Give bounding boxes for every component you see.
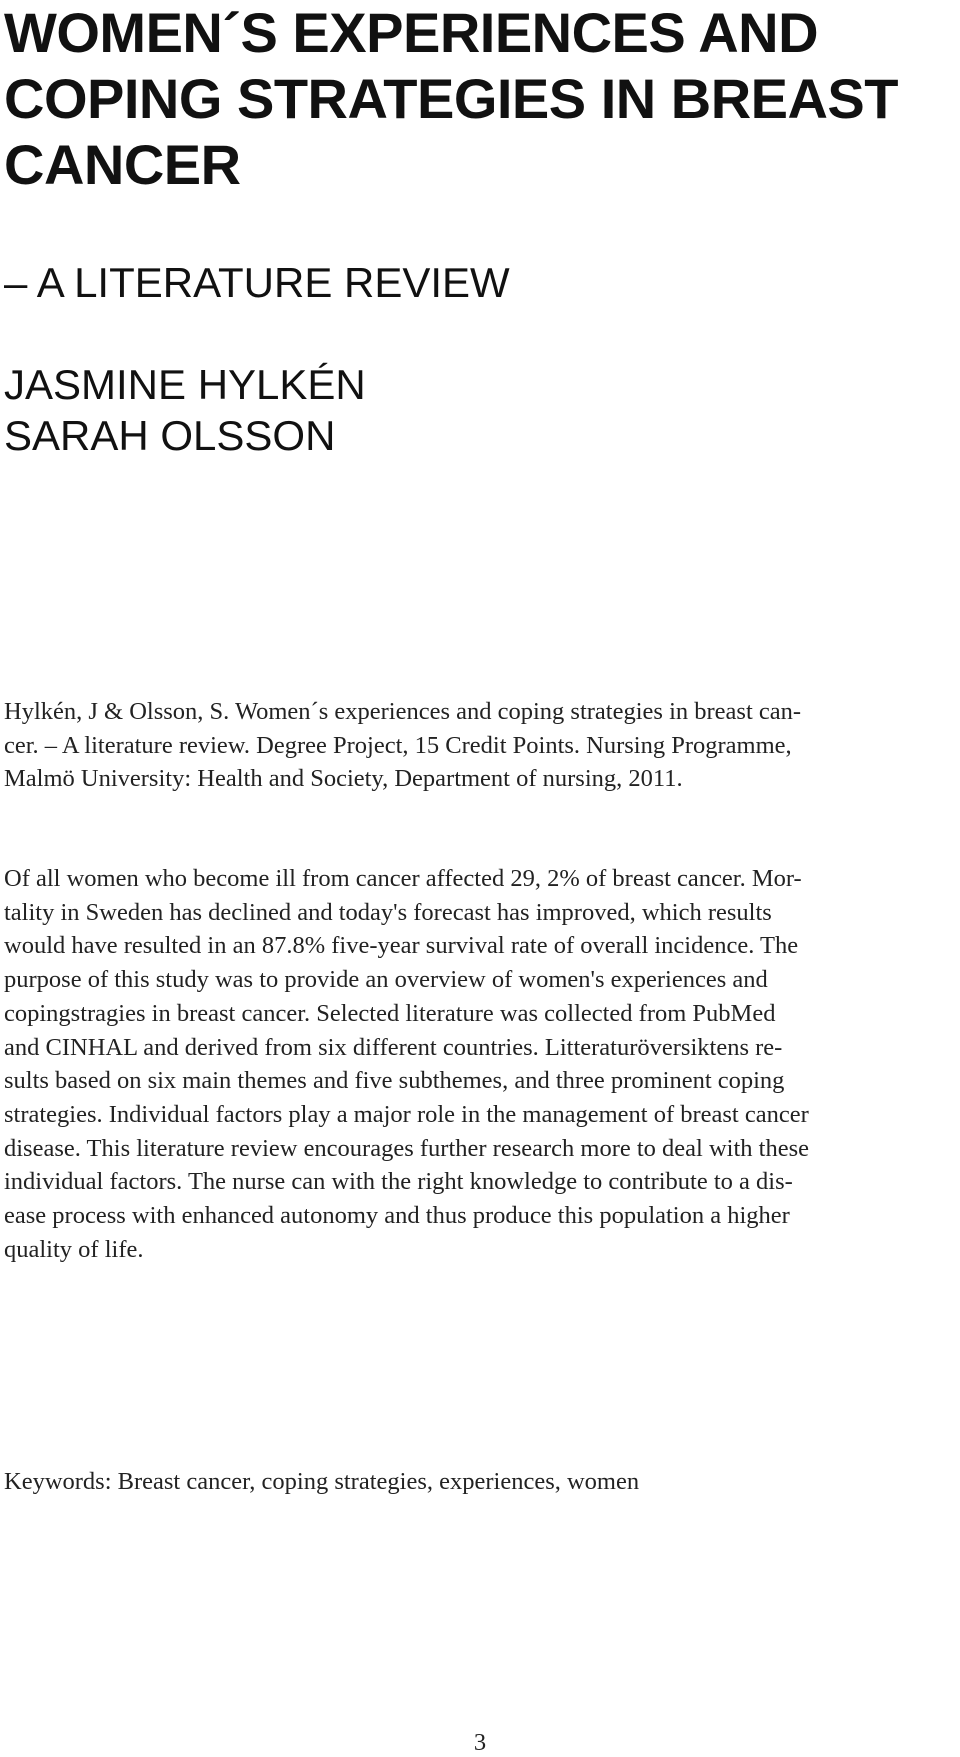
abstract-line: individual factors. The nurse can with the right knowledge to contribute to a dis- — [4, 1168, 793, 1196]
abstract-line: disease. This literature review encourages further research more to deal with these — [4, 1134, 809, 1162]
abstract-line: sults based on six main themes and five subthemes, and three prominent coping — [4, 1067, 785, 1095]
citation-line: cer. – A literature review. Degree Project, 15 Credit Points. Nursing Programme, — [4, 731, 792, 759]
abstract-line: purpose of this study was to provide an overview of women's experiences and — [4, 966, 768, 994]
abstract-line: quality of life. — [4, 1235, 144, 1263]
abstract-line: strategies. Individual factors play a major role in the management of breast cancer — [4, 1100, 809, 1128]
abstract-line: copingstragies in breast cancer. Selected literature was collected from PubMed — [4, 999, 776, 1027]
title-line: CANCER — [4, 133, 241, 196]
keywords-line: Keywords: Breast cancer, coping strategies, experiences, women — [4, 1468, 640, 1495]
abstract-line: and CINHAL and derived from six different countries. Litteraturöversiktens re- — [4, 1033, 783, 1061]
abstract-line: ease process with enhanced autonomy and thus produce this population a higher — [4, 1202, 790, 1230]
abstract-line: tality in Sweden has declined and today's forecast has improved, which results — [4, 898, 772, 926]
document-title — [4, 0, 954, 198]
citation-line: Hylkén, J & Olsson, S. Women´s experiences and coping strategies in breast can- — [4, 698, 802, 725]
author-name: SARAH OLSSON — [4, 412, 336, 459]
abstract-paragraph — [4, 862, 954, 1266]
page-number: 3 — [473, 1729, 487, 1756]
document-subtitle: – A LITERATURE REVIEW — [4, 259, 510, 306]
title-line: WOMEN´S EXPERIENCES AND — [4, 1, 819, 64]
title-line: COPING STRATEGIES IN BREAST — [4, 67, 898, 130]
citation-paragraph — [4, 695, 954, 796]
abstract-line: would have resulted in an 87.8% five-year survival rate of overall incidence. The — [4, 932, 799, 960]
citation-line: Malmö University: Health and Society, Department of nursing, 2011. — [4, 765, 683, 793]
abstract-line: Of all women who become ill from cancer affected 29, 2% of breast cancer. Mor- — [4, 865, 802, 892]
authors-block — [4, 359, 366, 461]
author-name: JASMINE HYLKÉN — [4, 361, 366, 408]
